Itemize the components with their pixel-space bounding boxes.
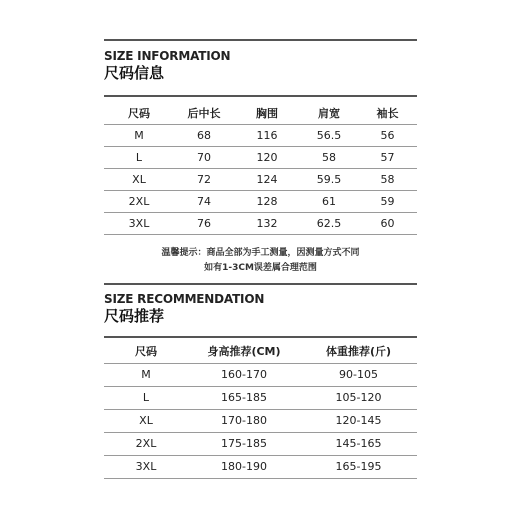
size-table-top-rule — [104, 95, 417, 97]
cell-size: 2XL — [128, 194, 150, 208]
cell-size: L — [135, 150, 143, 164]
cell-shoulder: 59.5 — [316, 172, 342, 186]
size-recommendation-heading-cn: 尺码推荐 — [104, 307, 165, 325]
cell-sleeve: 58 — [380, 172, 395, 186]
cell-size: L — [142, 390, 150, 404]
cell-sleeve: 59 — [380, 194, 395, 208]
cell-chest: 116 — [256, 128, 278, 142]
cell-size: 2XL — [135, 436, 157, 450]
cell-chest: 132 — [256, 216, 278, 230]
table-row — [104, 146, 417, 168]
cell-weight: 105-120 — [335, 390, 382, 404]
cell-back-length: 70 — [197, 150, 211, 164]
cell-size: 3XL — [128, 216, 150, 230]
row-divider — [104, 478, 417, 479]
table-row — [104, 386, 417, 408]
cell-height: 170-180 — [221, 413, 267, 427]
measurement-note-line2: 如有1-3CM误差属合理范围 — [204, 263, 317, 273]
header-chest: 胸围 — [256, 107, 278, 120]
cell-size: M — [134, 128, 144, 142]
table-row — [104, 432, 417, 454]
cell-shoulder: 62.5 — [316, 216, 342, 230]
header-back-length: 后中长 — [187, 107, 221, 120]
cell-sleeve: 56 — [380, 128, 395, 142]
cell-size: XL — [139, 413, 153, 427]
cell-shoulder: 56.5 — [316, 128, 342, 142]
header-size: 尺码 — [135, 345, 157, 358]
cell-weight: 120-145 — [335, 413, 382, 427]
cell-shoulder: 58 — [322, 150, 336, 164]
cell-sleeve: 60 — [380, 216, 395, 230]
cell-size: 3XL — [135, 459, 157, 473]
table-row — [104, 190, 417, 212]
header-weight: 体重推荐(斤) — [325, 345, 392, 358]
size-information-heading: SIZE INFORMATION — [104, 49, 231, 63]
cell-back-length: 74 — [197, 194, 211, 208]
cell-weight: 145-165 — [335, 436, 382, 450]
table-row — [104, 124, 417, 146]
cell-height: 180-190 — [221, 459, 267, 473]
cell-size: M — [141, 367, 151, 381]
row-divider — [104, 234, 417, 235]
cell-height: 165-185 — [221, 390, 267, 404]
cell-weight: 90-105 — [339, 367, 378, 381]
cell-back-length: 68 — [197, 128, 211, 142]
table-row — [104, 409, 417, 431]
table-row — [104, 363, 417, 385]
table-row — [104, 212, 417, 234]
size-table-header — [104, 102, 417, 124]
table-row — [104, 168, 417, 190]
header-sleeve: 袖长 — [376, 107, 399, 120]
header-shoulder: 肩宽 — [318, 107, 340, 120]
cell-chest: 124 — [256, 172, 278, 186]
cell-weight: 165-195 — [335, 459, 382, 473]
cell-shoulder: 61 — [322, 194, 336, 208]
cell-size: XL — [132, 172, 146, 186]
cell-back-length: 76 — [197, 216, 211, 230]
cell-chest: 128 — [256, 194, 278, 208]
recommend-table-header — [104, 340, 417, 362]
cell-height: 175-185 — [221, 436, 267, 450]
cell-chest: 120 — [256, 150, 278, 164]
recommend-table-top-rule — [104, 336, 417, 338]
measurement-note-line1: 温馨提示：商品全部为手工测量，因测量方式不同 — [161, 248, 360, 258]
section-divider — [104, 283, 417, 285]
header-height: 身高推荐(CM) — [207, 345, 281, 358]
cell-height: 160-170 — [221, 367, 267, 381]
top-divider — [104, 39, 417, 41]
size-recommendation-heading: SIZE RECOMMENDATION — [104, 292, 265, 306]
cell-back-length: 72 — [197, 172, 211, 186]
size-information-heading-cn: 尺码信息 — [104, 64, 165, 82]
cell-sleeve: 57 — [380, 150, 395, 164]
table-row — [104, 455, 417, 477]
header-size: 尺码 — [128, 107, 150, 120]
